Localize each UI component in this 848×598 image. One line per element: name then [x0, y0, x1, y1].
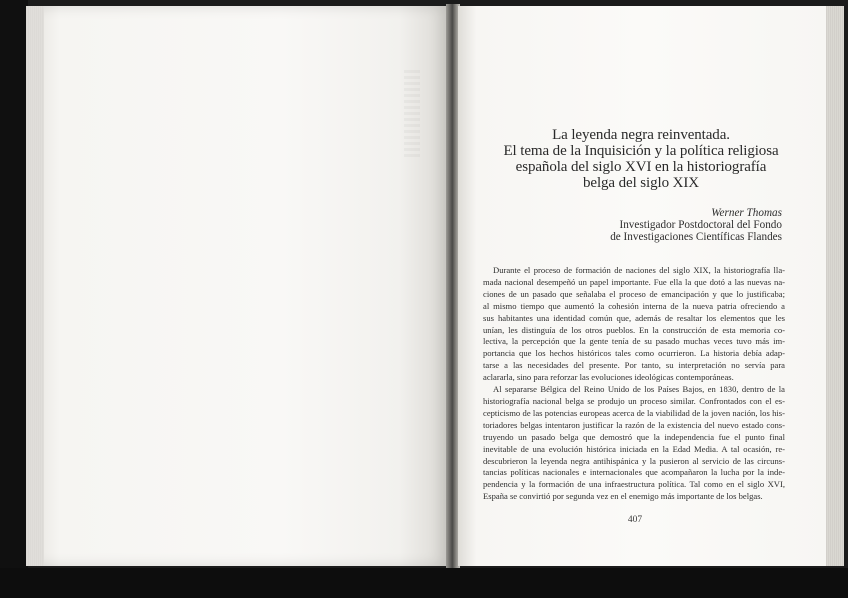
author-affiliation: Investigador Postdoctoral del Fondo [619, 219, 782, 231]
body-text [483, 265, 785, 503]
scan-bottom-band [0, 568, 848, 598]
body-line: pendencia y la formación de una infraestructura política. Tal como en el siglo XVI, [483, 479, 785, 490]
title-line: belga del siglo XIX [583, 175, 699, 191]
left-page-blank [26, 6, 450, 566]
body-line: Durante el proceso de formación de naciones del siglo XIX, la historiografía lla- [493, 265, 785, 275]
body-line: aclararla, sino para reforzar las evoluciones ideológicas contemporáneas. [483, 372, 734, 383]
page-number: 407 [627, 515, 643, 525]
right-page-edges [826, 6, 844, 566]
scan-left-shadow [0, 0, 28, 598]
body-line: ciones de un pasado que señalaba el proceso de emancipación y que lo justificaba; [483, 288, 785, 299]
body-line: toriadores belgas intentaron justificar la razón de la existencia del nuevo estado cons- [483, 419, 785, 430]
author-name: Werner Thomas [711, 207, 782, 219]
body-line: inevitable de una evolución histórica iniciada en la Edad Media. A tal ocasión, re- [483, 443, 785, 454]
body-line: descubrieron la leyenda negra antihispánica y la pusieron al servicio de las circuns- [483, 455, 785, 466]
show-through-text [404, 70, 420, 160]
body-line: España se convirtió por segunda vez en el enemigo más importante de los belgas. [483, 491, 763, 502]
title-line: La leyenda negra reinventada. [552, 127, 730, 143]
body-line: cepticismo de las potencias europeas acerca de la viabilidad de la joven nación, los his- [483, 407, 785, 418]
body-line: historiografía nacional belga se produjo un proceso similar. Confrontados con el es- [483, 395, 785, 406]
body-line: lectiva, la percepción que la gente tenía de su pasado muchas veces tuvo más im- [483, 336, 785, 347]
author-block [560, 207, 782, 243]
body-line: truyendo un pasado belga que demostró que la independencia fue el punto final [483, 431, 785, 442]
chapter-title [476, 127, 806, 191]
title-line: española del siglo XVI en la historiografía [515, 159, 767, 175]
body-line: tancias políticas nacionales e internacionales que acompañaron la lucha por la inde- [483, 467, 785, 478]
title-line: El tema de la Inquisición y la política religiosa [503, 143, 779, 159]
body-line: portancia que los hechos históricos tales como ocurrieron. La historia debía adap- [483, 348, 785, 359]
body-line: sus habitantes una identidad común que, además de resaltar los elementos que les [483, 312, 785, 323]
body-line: tarse a las necesidades del presente. Por tanto, su interpretación no servía para [483, 360, 785, 371]
body-line: al mismo tiempo que aumentó la cohesión interna de la nueva patria ofreciendo a [483, 300, 785, 311]
body-line: mada nacional desempeñó un papel importante. Fue ella la que dotó a las nuevas na- [483, 276, 785, 287]
left-page-edges [26, 6, 44, 566]
body-line: Al separarse Bélgica del Reino Unido de los Países Bajos, en 1830, dentro de la [493, 384, 785, 395]
body-line: unían, les distinguía de los otros pueblos. En la construcción de esta memoria co- [483, 324, 785, 335]
author-affiliation: de Investigaciones Científicas Flandes [610, 231, 782, 243]
